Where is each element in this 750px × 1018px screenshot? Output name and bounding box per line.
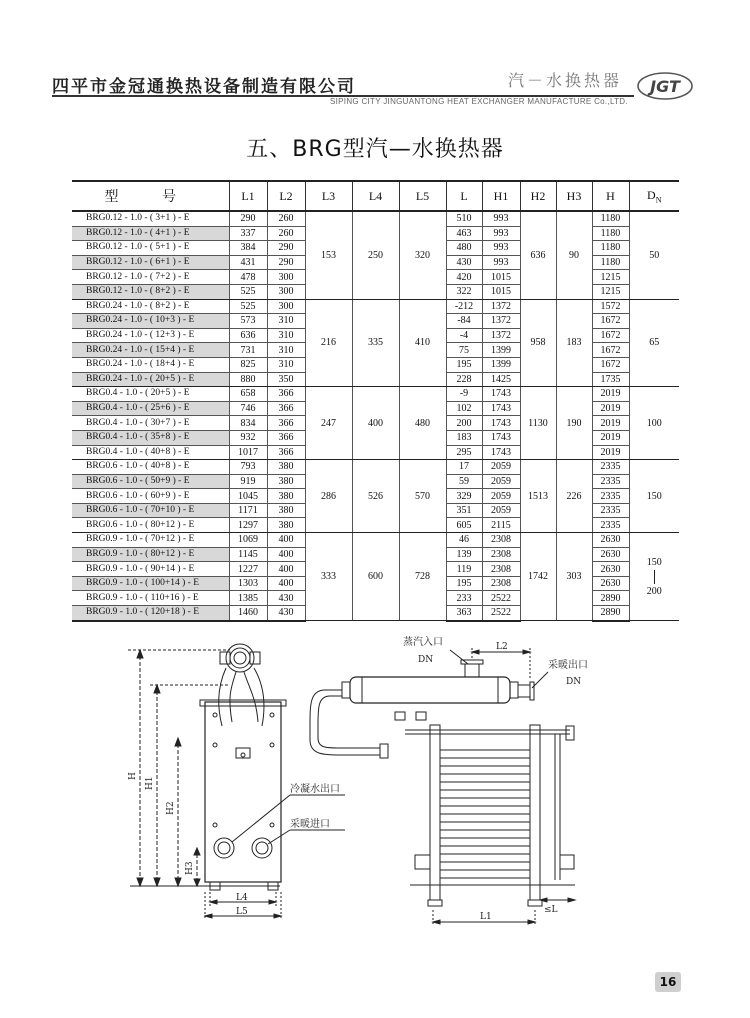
cell-H: 2019 [592, 401, 629, 416]
cell-DN: 150 [629, 460, 679, 533]
cell-L2: 400 [267, 562, 305, 577]
cell-model: BRG0.9 - 1.0 - ( 110+16 ) - E [72, 591, 229, 606]
cell-H: 2019 [592, 416, 629, 431]
cell-model: BRG0.6 - 1.0 - ( 40+8 ) - E [72, 460, 229, 475]
col-L2: L2 [267, 181, 305, 211]
table-row [72, 387, 679, 402]
cell-H: 2019 [592, 445, 629, 460]
cell-L2: 300 [267, 270, 305, 285]
company-english-name: SIPING CITY JINGUANTONG HEAT EXCHANGER MANUFACTURE Co.,LTD. [330, 97, 628, 106]
cell-L: 119 [446, 562, 482, 577]
cell-H: 1180 [592, 211, 629, 226]
cell-H1: 2308 [482, 562, 520, 577]
dim-L1: L1 [480, 912, 492, 922]
cell-H: 1180 [592, 226, 629, 241]
cell-model: BRG0.4 - 1.0 - ( 30+7 ) - E [72, 416, 229, 431]
cell-H1: 2059 [482, 503, 520, 518]
cell-L5: 570 [399, 460, 446, 533]
cell-L: 295 [446, 445, 482, 460]
label-heating-out-dn: DN [566, 677, 582, 687]
dim-H1: H1 [145, 776, 155, 790]
cell-H: 2630 [592, 576, 629, 591]
cell-model: BRG0.6 - 1.0 - ( 70+10 ) - E [72, 503, 229, 518]
cell-L2: 400 [267, 533, 305, 548]
cell-L3: 333 [305, 533, 352, 621]
dim-L2: L2 [496, 642, 508, 652]
cell-L: 200 [446, 416, 482, 431]
cell-L2: 366 [267, 401, 305, 416]
dim-L4: L4 [236, 893, 248, 903]
cell-model: BRG0.12 - 1.0 - ( 8+2 ) - E [72, 284, 229, 299]
dn-separator [654, 570, 655, 584]
cell-model: BRG0.6 - 1.0 - ( 80+12 ) - E [72, 518, 229, 533]
cell-H1: 1399 [482, 343, 520, 358]
cell-L: 228 [446, 372, 482, 387]
spec-table [72, 180, 679, 622]
page-header [0, 0, 750, 110]
cell-L1: 1171 [229, 503, 267, 518]
cell-L2: 380 [267, 503, 305, 518]
cell-H2: 1742 [520, 533, 556, 621]
cell-L: 322 [446, 284, 482, 299]
cell-H: 2630 [592, 533, 629, 548]
col-model: 型 号 [72, 181, 229, 211]
cell-L5: 410 [399, 299, 446, 387]
dn-value: 150 [646, 556, 662, 568]
cell-H1: 2059 [482, 460, 520, 475]
cell-L1: 746 [229, 401, 267, 416]
cell-L1: 1460 [229, 606, 267, 621]
logo-text: JGT [650, 77, 680, 96]
cell-H: 1215 [592, 284, 629, 299]
cell-model: BRG0.12 - 1.0 - ( 4+1 ) - E [72, 226, 229, 241]
cell-H3: 190 [556, 387, 592, 460]
cell-model: BRG0.9 - 1.0 - ( 120+18 ) - E [72, 606, 229, 621]
cell-model: BRG0.9 - 1.0 - ( 100+14 ) - E [72, 576, 229, 591]
cell-L2: 310 [267, 343, 305, 358]
cell-L: 463 [446, 226, 482, 241]
cell-H1: 2059 [482, 489, 520, 504]
cell-L4: 250 [352, 211, 399, 299]
cell-H: 2890 [592, 591, 629, 606]
cell-L2: 300 [267, 299, 305, 314]
cell-H1: 1743 [482, 387, 520, 402]
cell-L2: 380 [267, 474, 305, 489]
cell-model: BRG0.4 - 1.0 - ( 40+8 ) - E [72, 445, 229, 460]
cell-H: 1180 [592, 255, 629, 270]
cell-L4: 600 [352, 533, 399, 621]
cell-L1: 1385 [229, 591, 267, 606]
cell-L2: 366 [267, 387, 305, 402]
cell-H: 1672 [592, 328, 629, 343]
label-condensate-outlet: 冷凝水出口 [290, 784, 340, 795]
cell-model: BRG0.12 - 1.0 - ( 3+1 ) - E [72, 211, 229, 226]
cell-L1: 525 [229, 284, 267, 299]
cell-model: BRG0.12 - 1.0 - ( 5+1 ) - E [72, 241, 229, 256]
cell-H: 1672 [592, 357, 629, 372]
front-view [310, 635, 588, 926]
cell-L1: 431 [229, 255, 267, 270]
cell-L1: 525 [229, 299, 267, 314]
cell-model: BRG0.24 - 1.0 - ( 20+5 ) - E [72, 372, 229, 387]
cell-model: BRG0.4 - 1.0 - ( 20+5 ) - E [72, 387, 229, 402]
cell-L: 363 [446, 606, 482, 621]
cell-L1: 1297 [229, 518, 267, 533]
cell-L2: 430 [267, 606, 305, 621]
cell-L5: 728 [399, 533, 446, 621]
cell-L1: 1017 [229, 445, 267, 460]
cell-H2: 1130 [520, 387, 556, 460]
cell-L2: 310 [267, 328, 305, 343]
cell-H3: 226 [556, 460, 592, 533]
cell-L1: 919 [229, 474, 267, 489]
cell-DN [629, 533, 679, 621]
cell-L1: 932 [229, 430, 267, 445]
cell-H: 2019 [592, 430, 629, 445]
cell-L4: 400 [352, 387, 399, 460]
cell-H1: 1015 [482, 284, 520, 299]
col-H1: H1 [482, 181, 520, 211]
label-steam-inlet: 蒸汽入口 [403, 637, 443, 648]
side-view [128, 644, 345, 920]
cell-H1: 2308 [482, 576, 520, 591]
cell-L1: 793 [229, 460, 267, 475]
cell-model: BRG0.6 - 1.0 - ( 60+9 ) - E [72, 489, 229, 504]
cell-H2: 958 [520, 299, 556, 387]
cell-L1: 1045 [229, 489, 267, 504]
cell-L2: 380 [267, 489, 305, 504]
cell-model: BRG0.6 - 1.0 - ( 50+9 ) - E [72, 474, 229, 489]
cell-H: 2335 [592, 474, 629, 489]
cell-L4: 335 [352, 299, 399, 387]
col-DN-sub: N [655, 195, 662, 205]
cell-L1: 1069 [229, 533, 267, 548]
table-row [72, 460, 679, 475]
cell-L2: 310 [267, 357, 305, 372]
col-L4: L4 [352, 181, 399, 211]
table-header-row [72, 181, 679, 211]
cell-L: 75 [446, 343, 482, 358]
cell-H: 1735 [592, 372, 629, 387]
cell-H3: 90 [556, 211, 592, 299]
cell-H: 1572 [592, 299, 629, 314]
col-DN-main: D [647, 187, 656, 202]
table-row [72, 211, 679, 226]
cell-L2: 400 [267, 576, 305, 591]
cell-L: 233 [446, 591, 482, 606]
col-L: L [446, 181, 482, 211]
cell-L: 195 [446, 576, 482, 591]
cell-H1: 1372 [482, 314, 520, 329]
cell-L1: 290 [229, 211, 267, 226]
cell-model: BRG0.24 - 1.0 - ( 18+4 ) - E [72, 357, 229, 372]
cell-DN: 65 [629, 299, 679, 387]
cell-L2: 366 [267, 445, 305, 460]
cell-H1: 1743 [482, 445, 520, 460]
cell-L: 59 [446, 474, 482, 489]
cell-L: -4 [446, 328, 482, 343]
cell-L: 139 [446, 547, 482, 562]
cell-L: 102 [446, 401, 482, 416]
cell-H1: 993 [482, 241, 520, 256]
cell-L: 46 [446, 533, 482, 548]
cell-model: BRG0.9 - 1.0 - ( 70+12 ) - E [72, 533, 229, 548]
cell-model: BRG0.24 - 1.0 - ( 12+3 ) - E [72, 328, 229, 343]
dim-L5: L5 [236, 907, 248, 917]
cell-L: 605 [446, 518, 482, 533]
cell-H: 2630 [592, 562, 629, 577]
cell-H: 2890 [592, 606, 629, 621]
cell-L4: 526 [352, 460, 399, 533]
cell-L1: 1145 [229, 547, 267, 562]
cell-model: BRG0.12 - 1.0 - ( 6+1 ) - E [72, 255, 229, 270]
table-row [72, 299, 679, 314]
cell-L: 430 [446, 255, 482, 270]
cell-H1: 993 [482, 211, 520, 226]
cell-L2: 380 [267, 518, 305, 533]
cell-model: BRG0.24 - 1.0 - ( 15+4 ) - E [72, 343, 229, 358]
cell-DN: 100 [629, 387, 679, 460]
cell-L: 480 [446, 241, 482, 256]
cell-H3: 303 [556, 533, 592, 621]
cell-H: 2335 [592, 489, 629, 504]
table-row [72, 533, 679, 548]
cell-H: 1180 [592, 241, 629, 256]
cell-L3: 286 [305, 460, 352, 533]
cell-L2: 400 [267, 547, 305, 562]
cell-L5: 480 [399, 387, 446, 460]
cell-H1: 2522 [482, 606, 520, 621]
cell-L1: 636 [229, 328, 267, 343]
cell-L1: 1303 [229, 576, 267, 591]
cell-L1: 337 [229, 226, 267, 241]
cell-H: 1672 [592, 314, 629, 329]
cell-model: BRG0.9 - 1.0 - ( 90+14 ) - E [72, 562, 229, 577]
cell-L3: 247 [305, 387, 352, 460]
cell-H2: 636 [520, 211, 556, 299]
cell-H1: 2115 [482, 518, 520, 533]
cell-L: 195 [446, 357, 482, 372]
cell-L2: 366 [267, 416, 305, 431]
jgt-logo [636, 66, 694, 104]
cell-H: 1215 [592, 270, 629, 285]
cell-H1: 993 [482, 255, 520, 270]
cell-H1: 2522 [482, 591, 520, 606]
cell-H2: 1513 [520, 460, 556, 533]
col-H: H [592, 181, 629, 211]
cell-H1: 1743 [482, 401, 520, 416]
cell-H1: 1372 [482, 299, 520, 314]
cell-H1: 1425 [482, 372, 520, 387]
dim-L: ≤L [544, 905, 558, 915]
category-label: 汽－水换热器 [508, 71, 623, 90]
company-name: 四平市金冠通换热设备制造有限公司 [52, 77, 356, 97]
cell-H: 2335 [592, 460, 629, 475]
cell-model: BRG0.24 - 1.0 - ( 10+3 ) - E [72, 314, 229, 329]
col-L3: L3 [305, 181, 352, 211]
cell-L: 510 [446, 211, 482, 226]
dim-H3: H3 [185, 861, 195, 875]
cell-L2: 300 [267, 284, 305, 299]
cell-H1: 1372 [482, 328, 520, 343]
dn-value-2: 200 [646, 585, 662, 597]
label-heating-outlet: 采暖出口 [548, 660, 588, 671]
col-H2: H2 [520, 181, 556, 211]
cell-L3: 216 [305, 299, 352, 387]
cell-H1: 2308 [482, 547, 520, 562]
cell-H: 2630 [592, 547, 629, 562]
cell-H: 2335 [592, 503, 629, 518]
cell-L: 17 [446, 460, 482, 475]
cell-L1: 658 [229, 387, 267, 402]
cell-L: 183 [446, 430, 482, 445]
cell-H1: 2308 [482, 533, 520, 548]
cell-L: 329 [446, 489, 482, 504]
cell-H3: 183 [556, 299, 592, 387]
cell-L1: 384 [229, 241, 267, 256]
cell-L: 420 [446, 270, 482, 285]
cell-model: BRG0.4 - 1.0 - ( 35+8 ) - E [72, 430, 229, 445]
cell-L3: 153 [305, 211, 352, 299]
cell-H: 2019 [592, 387, 629, 402]
cell-H1: 993 [482, 226, 520, 241]
cell-L1: 880 [229, 372, 267, 387]
page-number: 16 [655, 972, 681, 992]
cell-model: BRG0.4 - 1.0 - ( 25+6 ) - E [72, 401, 229, 416]
cell-H1: 1015 [482, 270, 520, 285]
cell-L2: 310 [267, 314, 305, 329]
cell-L: 351 [446, 503, 482, 518]
cell-H1: 1743 [482, 430, 520, 445]
cell-L: -9 [446, 387, 482, 402]
col-L5: L5 [399, 181, 446, 211]
cell-L1: 834 [229, 416, 267, 431]
cell-L1: 731 [229, 343, 267, 358]
page-title: 五、BRG型汽—水换热器 [246, 137, 504, 162]
cell-L2: 290 [267, 241, 305, 256]
label-heating-inlet: 采暖进口 [290, 819, 330, 830]
cell-H1: 2059 [482, 474, 520, 489]
col-DN [629, 181, 679, 211]
cell-L2: 260 [267, 226, 305, 241]
cell-model: BRG0.12 - 1.0 - ( 7+2 ) - E [72, 270, 229, 285]
cell-L2: 380 [267, 460, 305, 475]
cell-L5: 320 [399, 211, 446, 299]
label-steam-dn: DN [418, 655, 434, 665]
technical-drawing [0, 630, 750, 960]
cell-L2: 290 [267, 255, 305, 270]
cell-L1: 1227 [229, 562, 267, 577]
cell-model: BRG0.24 - 1.0 - ( 8+2 ) - E [72, 299, 229, 314]
cell-L2: 366 [267, 430, 305, 445]
cell-L1: 825 [229, 357, 267, 372]
cell-H: 2335 [592, 518, 629, 533]
cell-L: -84 [446, 314, 482, 329]
cell-L2: 430 [267, 591, 305, 606]
col-H3: H3 [556, 181, 592, 211]
dim-H: H [128, 772, 138, 780]
col-L1: L1 [229, 181, 267, 211]
dim-H2: H2 [166, 801, 176, 815]
cell-L: -212 [446, 299, 482, 314]
cell-DN: 50 [629, 211, 679, 299]
cell-L2: 260 [267, 211, 305, 226]
cell-L2: 350 [267, 372, 305, 387]
cell-H1: 1399 [482, 357, 520, 372]
cell-H: 1672 [592, 343, 629, 358]
cell-L1: 478 [229, 270, 267, 285]
spec-table-body [72, 211, 679, 621]
cell-model: BRG0.9 - 1.0 - ( 80+12 ) - E [72, 547, 229, 562]
cell-H1: 1743 [482, 416, 520, 431]
cell-L1: 573 [229, 314, 267, 329]
